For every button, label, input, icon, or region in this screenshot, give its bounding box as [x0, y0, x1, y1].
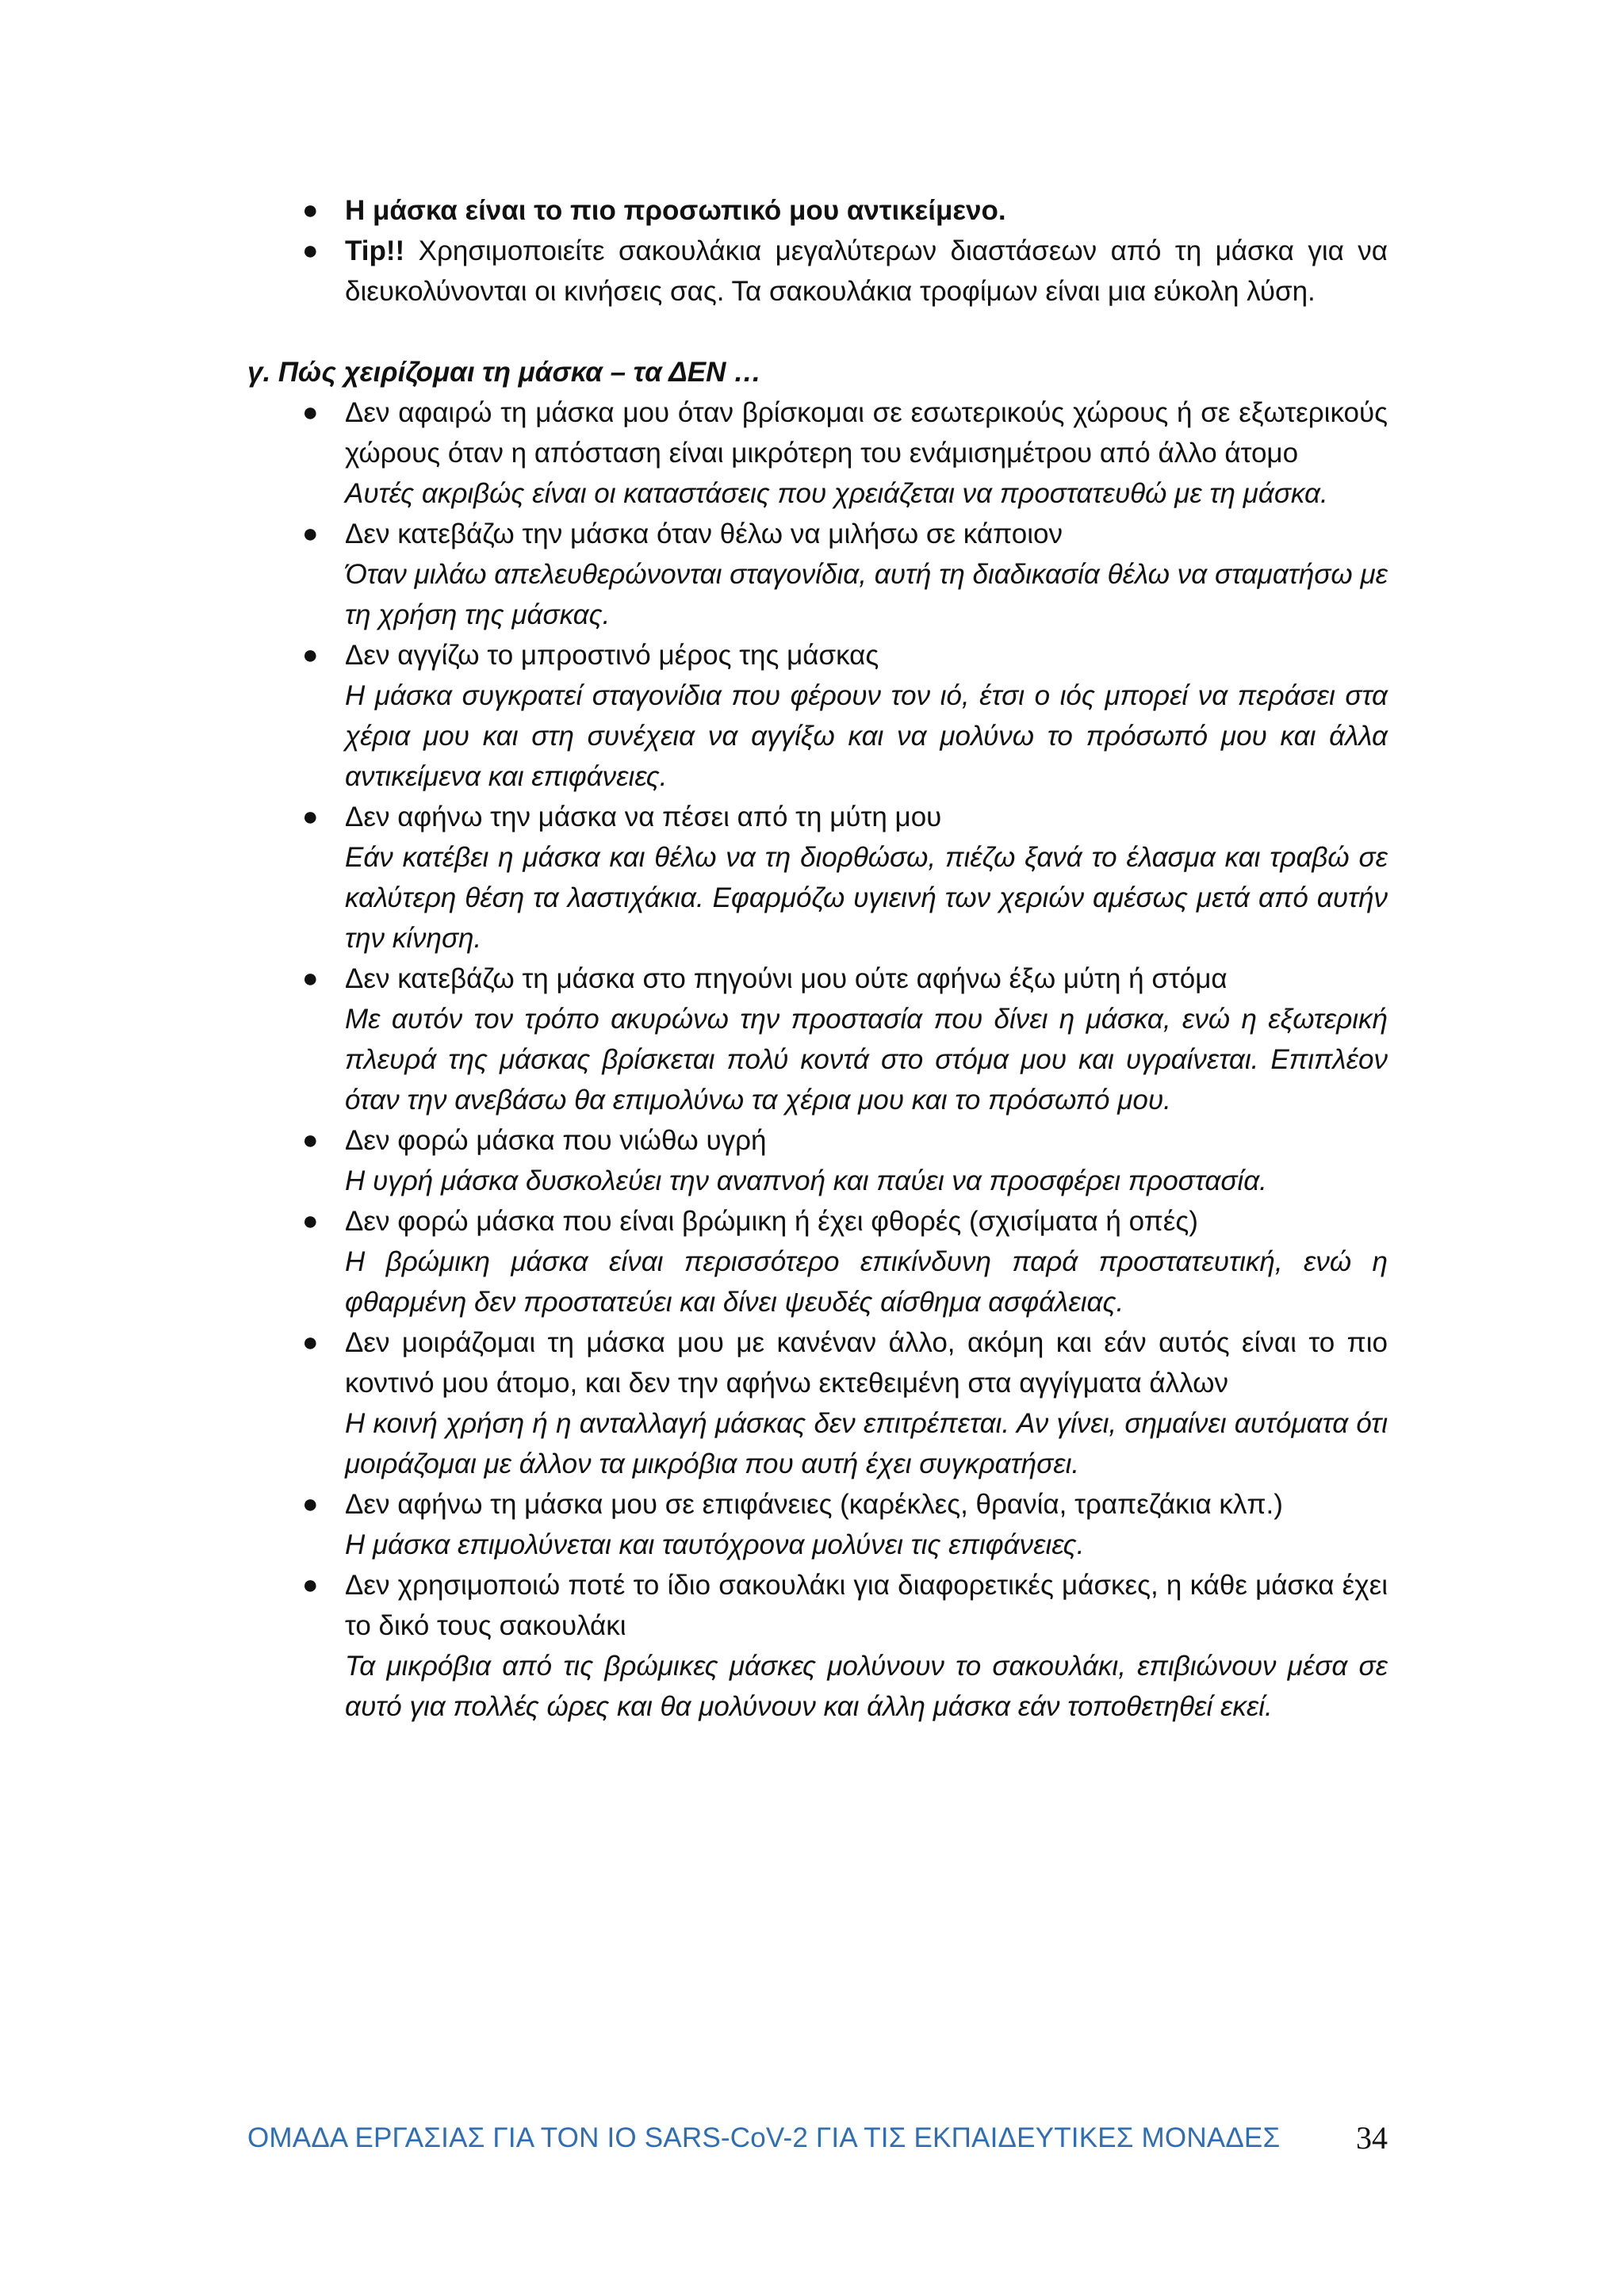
den-item-explanation: Η μάσκα επιμολύνεται και ταυτόχρονα μολύνει τις επιφάνειες.	[345, 1529, 1085, 1560]
section-title: γ. Πώς χειρίζομαι τη μάσκα – τα ΔΕΝ …	[247, 357, 762, 388]
den-item-rule: Δεν αφαιρώ τη μάσκα μου όταν βρίσκομαι σε εσωτερικούς χώρους ή σε εξωτερικούς χώρους όταν η απόσταση είναι μικρότερη του ενάμισημέτρου από άλλο άτομο	[345, 397, 1388, 469]
bullet-icon: ●	[302, 1125, 319, 1155]
den-item	[247, 797, 1388, 959]
den-item	[247, 1120, 1388, 1201]
bullet-icon: ●	[302, 802, 319, 832]
den-item	[247, 392, 1388, 514]
den-list	[247, 392, 1388, 1727]
den-item-rule: Δεν αφήνω την μάσκα να πέσει από τη μύτη μου	[345, 802, 942, 832]
den-item-rule: Δεν αγγίζω το μπροστινό μέρος της μάσκας	[345, 640, 879, 671]
den-item	[247, 1565, 1388, 1727]
den-item-explanation: Η υγρή μάσκα δυσκολεύει την αναπνοή και παύει να προσφέρει προστασία.	[345, 1165, 1267, 1196]
bullet-icon: ●	[302, 195, 319, 225]
den-item-explanation: Με αυτόν τον τρόπο ακυρώνω την προστασία που δίνει η μάσκα, ενώ η εξωτερική πλευρά της μάσκας βρίσκεται πολύ κοντά στο στόμα μου και υγραίνεται. Επιπλέον όταν την ανεβάσω θα επιμολύνω τα χέρια μου και το πρόσωπό μου.	[345, 1004, 1388, 1115]
den-item	[247, 1484, 1388, 1565]
bullet-icon: ●	[302, 1206, 319, 1236]
intro-item	[247, 190, 1388, 231]
den-item-explanation: Τα μικρόβια από τις βρώμικες μάσκες μολύνουν το σακουλάκι, επιβιώνουν μέσα σε αυτό για πολλές ώρες και θα μολύνουν και άλλη μάσκα εάν τοποθετηθεί εκεί.	[345, 1651, 1388, 1722]
den-item-explanation: Η κοινή χρήση ή η ανταλλαγή μάσκας δεν επιτρέπεται. Αν γίνει, σημαίνει αυτόματα ότι μοιράζομαι με άλλον τα μικρόβια που αυτή έχει συγκρατήσει.	[345, 1408, 1388, 1479]
page-number: 34	[1356, 2120, 1388, 2156]
den-item-explanation: Εάν κατέβει η μάσκα και θέλω να τη διορθώσω, πιέζω ξανά το έλασμα και τραβώ σε καλύτερη θέση τα λαστιχάκια. Εφαρμόζω υγιεινή των χεριών αμέσως μετά από αυτήν την κίνηση.	[345, 842, 1388, 954]
den-item-explanation: Η βρώμικη μάσκα είναι περισσότερο επικίνδυνη παρά προστατευτική, ενώ η φθαρμένη δεν προστατεύει και δίνει ψευδές αίσθημα ασφάλειας.	[345, 1246, 1388, 1318]
intro-item-lead: Η μάσκα είναι το πιο προσωπικό μου αντικείμενο.	[345, 195, 1006, 226]
bullet-icon: ●	[302, 1570, 319, 1600]
bullet-icon: ●	[302, 235, 319, 266]
den-item-rule: Δεν φορώ μάσκα που είναι βρώμικη ή έχει φθορές (σχισίματα ή οπές)	[345, 1206, 1198, 1237]
page-footer	[247, 2118, 1388, 2158]
intro-item-text: Χρησιμοποιείτε σακουλάκια μεγαλύτερων διαστάσεων από τη μάσκα για να διευκολύνονται οι κινήσεις σας. Τα σακουλάκια τροφίμων είναι μια εύκολη λύση.	[345, 235, 1388, 307]
intro-item	[247, 231, 1388, 312]
den-item	[247, 959, 1388, 1120]
den-item-explanation: Αυτές ακριβώς είναι οι καταστάσεις που χρειάζεται να προστατευθώ με τη μάσκα.	[345, 478, 1328, 509]
page-content	[247, 190, 1388, 1727]
intro-list	[247, 190, 1388, 312]
intro-item-lead: Tip!!	[345, 235, 405, 266]
den-item-rule: Δεν αφήνω τη μάσκα μου σε επιφάνειες (καρέκλες, θρανία, τραπεζάκια κλπ.)	[345, 1489, 1283, 1520]
bullet-icon: ●	[302, 1489, 319, 1519]
den-item	[247, 1322, 1388, 1484]
den-item-rule: Δεν φορώ μάσκα που νιώθω υγρή	[345, 1125, 767, 1156]
den-item-rule: Δεν κατεβάζω την μάσκα όταν θέλω να μιλήσω σε κάποιον	[345, 519, 1063, 549]
den-item-explanation: Όταν μιλάω απελευθερώνονται σταγονίδια, αυτή τη διαδικασία θέλω να σταματήσω με τη χρήση της μάσκας.	[345, 559, 1388, 630]
den-item	[247, 635, 1388, 797]
den-item-rule: Δεν χρησιμοποιώ ποτέ το ίδιο σακουλάκι για διαφορετικές μάσκες, η κάθε μάσκα έχει το δικό τους σακουλάκι	[345, 1570, 1388, 1641]
den-item	[247, 1201, 1388, 1322]
bullet-icon: ●	[302, 963, 319, 993]
den-item	[247, 514, 1388, 635]
bullet-icon: ●	[302, 519, 319, 549]
bullet-icon: ●	[302, 640, 319, 670]
bullet-icon: ●	[302, 397, 319, 427]
den-item-rule: Δεν κατεβάζω τη μάσκα στο πηγούνι μου ούτε αφήνω έξω μύτη ή στόμα	[345, 963, 1228, 994]
den-item-rule: Δεν μοιράζομαι τη μάσκα μου με κανέναν άλλο, ακόμη και εάν αυτός είναι το πιο κοντινό μου άτομο, και δεν την αφήνω εκτεθειμένη στα αγγίγματα άλλων	[345, 1327, 1388, 1399]
footer-text: ΟΜΑΔΑ ΕΡΓΑΣΙΑΣ ΓΙΑ ΤΟΝ ΙΟ SARS-CoV-2 ΓΙΑ ΤΙΣ ΕΚΠΑΙΔΕΥΤΙΚΕΣ ΜΟΝΑΔΕΣ	[247, 2122, 1281, 2153]
den-item-explanation: Η μάσκα συγκρατεί σταγονίδια που φέρουν τον ιό, έτσι ο ιός μπορεί να περάσει στα χέρια μου και στη συνέχεια να αγγίξω και να μολύνω το πρόσωπό μου και άλλα αντικείμενα και επιφάνειες.	[345, 680, 1388, 792]
bullet-icon: ●	[302, 1327, 319, 1357]
